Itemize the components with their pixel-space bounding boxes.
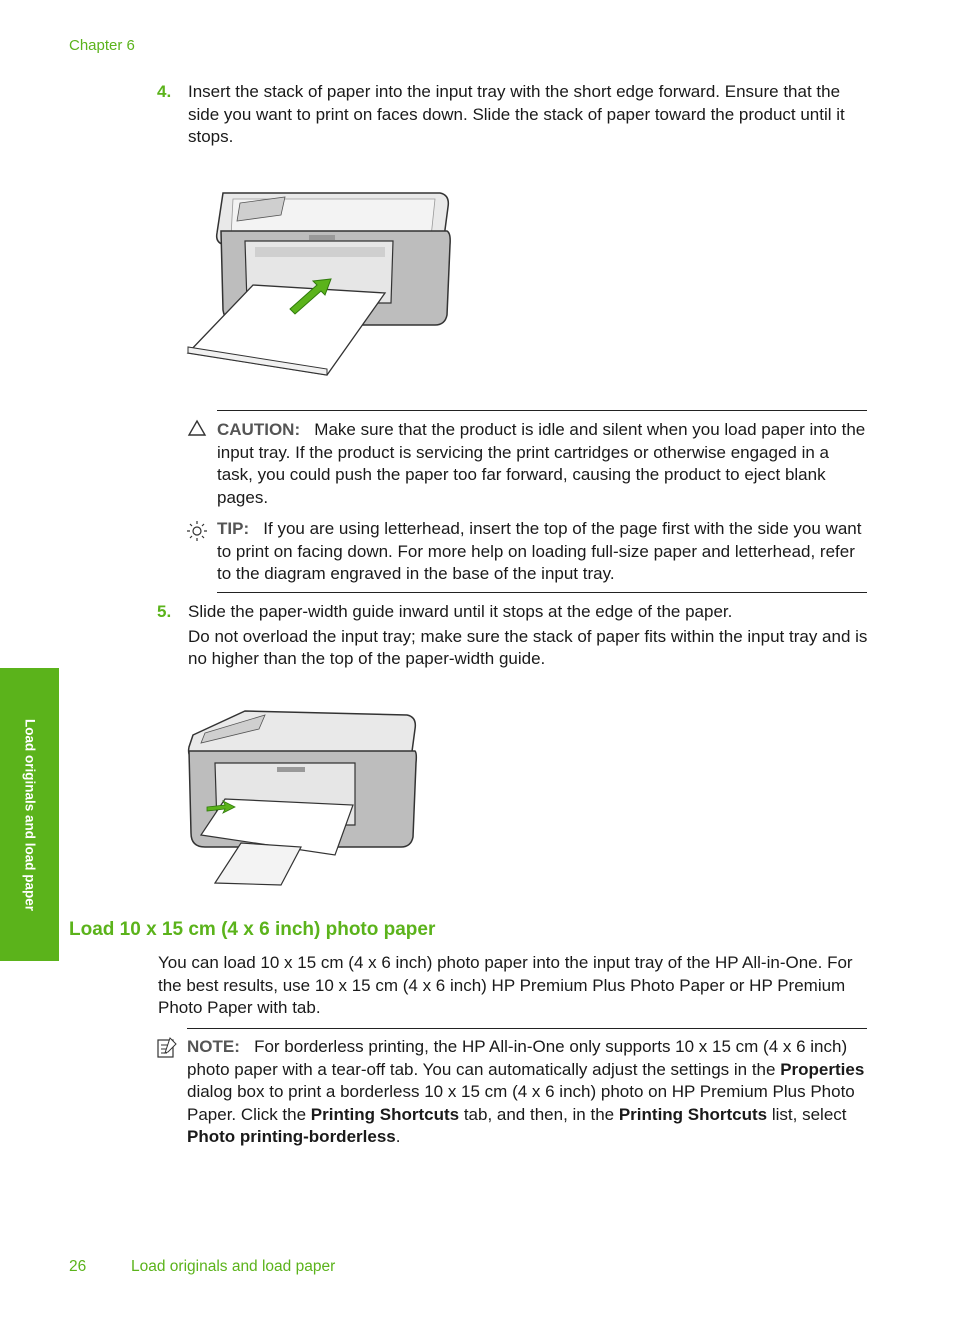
note-bold-properties: Properties bbox=[780, 1059, 865, 1079]
caution-note bbox=[217, 419, 867, 509]
step-number: 5. bbox=[157, 602, 172, 621]
lightbulb-icon bbox=[186, 520, 208, 542]
note-text-1: For borderless printing, the HP All-in-One only supports 10 x 15 cm (4 x 6 inch) photo paper with a tear-off tab. You can automatically adjust the settings in the bbox=[187, 1037, 848, 1079]
note-pad-icon bbox=[156, 1036, 178, 1060]
caution-text: Make sure that the product is idle and silent when you load paper into the input tray. If the product is servicing the print cartridges or otherwise engaged in a task, you could push the paper too far forward, causing the product to eject blank pages. bbox=[217, 420, 866, 507]
note-block bbox=[187, 1036, 869, 1149]
tip-label: TIP: bbox=[217, 519, 250, 538]
divider bbox=[217, 592, 867, 593]
tip-text: If you are using letterhead, insert the top of the page first with the side you want to print on facing down. For more help on loading full-size paper and letterhead, refer to the diagram engraved in the base of the input tray. bbox=[217, 519, 862, 583]
footer-section-title: Load originals and load paper bbox=[131, 1258, 336, 1275]
step-extra-text: Do not overload the input tray; make sure the stack of paper fits within the input tray and is no higher than the top of the paper-width guide. bbox=[188, 626, 868, 668]
note-text-2: dialog box to print a borderless 10 x 15 cm (4 x 6 inch) photo on HP Premium Plus Photo Paper. Click the bbox=[187, 1082, 855, 1124]
tip-note bbox=[217, 518, 867, 586]
note-label: NOTE: bbox=[187, 1037, 240, 1056]
note-bold-printing-shortcuts-list: Printing Shortcuts bbox=[618, 1104, 768, 1124]
step-text: Insert the stack of paper into the input tray with the short edge forward. Ensure that the side you want to print on faces down. Slide the stack of paper toward the product until it stops. bbox=[188, 82, 845, 146]
divider bbox=[217, 410, 867, 411]
step-4 bbox=[157, 81, 869, 149]
chapter-label: Chapter 6 bbox=[69, 37, 135, 54]
note-text-4: list, select bbox=[771, 1104, 847, 1124]
side-tab-label: Load originals and load paper bbox=[22, 718, 37, 911]
step-5 bbox=[157, 601, 869, 671]
note-bold-printing-shortcuts-tab: Printing Shortcuts bbox=[310, 1104, 460, 1124]
printer-paper-guide-illustration bbox=[185, 707, 420, 889]
chapter-side-tab bbox=[0, 668, 59, 961]
caution-label: CAUTION: bbox=[217, 420, 301, 439]
section-heading: Load 10 x 15 cm (4 x 6 inch) photo paper bbox=[69, 919, 436, 940]
step-number: 4. bbox=[157, 82, 172, 101]
section-intro: You can load 10 x 15 cm (4 x 6 inch) photo paper into the input tray of the HP All-in-One. For the best results, use 10 x 15 cm (4 x 6 inch) HP Premium Plus Photo Paper or HP Premium Photo Paper with tab. bbox=[158, 953, 853, 1017]
page-number: 26 bbox=[69, 1258, 87, 1275]
note-bold-photo-printing: Photo printing-borderless bbox=[187, 1127, 396, 1146]
step-text: Slide the paper-width guide inward until it stops at the edge of the paper. bbox=[188, 602, 733, 621]
note-text-3: tab, and then, in the bbox=[463, 1104, 615, 1124]
printer-load-paper-illustration bbox=[185, 185, 455, 380]
note-text-5: . bbox=[395, 1127, 401, 1146]
caution-triangle-icon bbox=[187, 419, 207, 437]
divider bbox=[187, 1028, 867, 1029]
